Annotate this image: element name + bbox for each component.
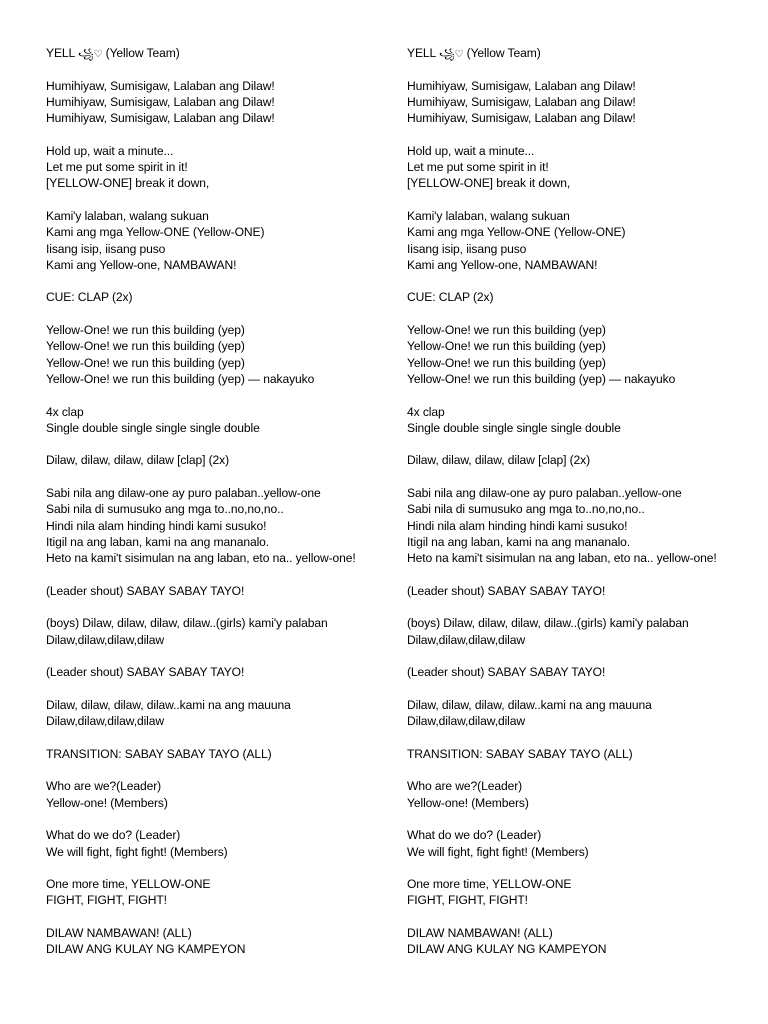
lyric-line: Let me put some spirit in it! xyxy=(407,160,549,175)
lyric-line: Sabi nila di sumusuko ang mga to..no,no,no.. xyxy=(407,502,645,517)
lyric-line: One more time, YELLOW-ONE xyxy=(407,877,572,892)
lyric-line: Yellow-One! we run this building (yep) xyxy=(407,323,606,338)
lyric-line: Yellow-One! we run this building (yep) xyxy=(46,355,245,370)
lyric-line: We will fight, fight fight! (Members) xyxy=(407,844,589,859)
lyric-line: Let me put some spirit in it! xyxy=(46,160,188,175)
lyric-line: Sabi nila ang dilaw-one ay puro palaban..yellow-one xyxy=(46,486,321,501)
lyric-line: Humihiyaw, Sumisigaw, Lalaban ang Dilaw! xyxy=(46,78,275,93)
lyric-line: Kami'y lalaban, walang sukuan xyxy=(46,208,209,223)
lyric-stanza xyxy=(407,615,737,648)
lyric-stanza xyxy=(407,143,737,192)
lyric-line: CUE: CLAP (2x) xyxy=(46,290,133,305)
lyric-stanza xyxy=(46,664,376,680)
lyric-line: Hold up, wait a minute... xyxy=(46,143,174,158)
lyric-line: Humihiyaw, Sumisigaw, Lalaban ang Dilaw! xyxy=(46,94,275,109)
title-suffix: (Yellow Team) xyxy=(463,46,541,60)
lyric-line: Heto na kami't sisimulan na ang laban, eto na.. yellow-one! xyxy=(46,551,356,566)
lyric-stanza xyxy=(46,322,376,387)
lyric-line: 4x clap xyxy=(46,404,84,419)
lyric-stanza xyxy=(46,876,376,909)
lyric-line: One more time, YELLOW-ONE xyxy=(46,877,211,892)
lyric-line: (boys) Dilaw, dilaw, dilaw, dilaw..(girls) kami'y palaban xyxy=(46,616,328,631)
lyric-line: Dilaw,dilaw,dilaw,dilaw xyxy=(46,714,165,729)
lyric-line: Dilaw,dilaw,dilaw,dilaw xyxy=(407,714,526,729)
lyric-stanza xyxy=(407,78,737,127)
lyric-line: (Leader shout) SABAY SABAY TAYO! xyxy=(46,583,245,598)
lyric-stanza xyxy=(46,615,376,648)
document-title xyxy=(46,45,376,61)
lyric-line: Hindi nila alam hinding hindi kami susuko! xyxy=(46,518,267,533)
lyric-line: Dilaw, dilaw, dilaw, dilaw [clap] (2x) xyxy=(407,453,591,468)
lyric-line: DILAW ANG KULAY NG KAMPEYON xyxy=(407,942,607,957)
lyric-line: Kami ang mga Yellow-ONE (Yellow-ONE) xyxy=(407,225,626,240)
lyric-stanza xyxy=(46,452,376,468)
left-column xyxy=(46,45,376,974)
lyric-line: Who are we?(Leader) xyxy=(46,779,162,794)
lyric-line: Dilaw, dilaw, dilaw, dilaw..kami na ang mauuna xyxy=(46,697,291,712)
lyric-line: [YELLOW-ONE] break it down, xyxy=(46,176,210,191)
right-column xyxy=(407,45,737,974)
lyric-line: Dilaw, dilaw, dilaw, dilaw [clap] (2x) xyxy=(46,453,230,468)
lyric-line: 4x clap xyxy=(407,404,445,419)
lyric-line: Itigil na ang laban, kami na ang mananalo. xyxy=(407,534,631,549)
lyric-stanza xyxy=(46,78,376,127)
lyric-line: Iisang isip, iisang puso xyxy=(46,241,166,256)
lyric-stanza xyxy=(46,583,376,599)
lyric-stanza xyxy=(407,778,737,811)
lyric-line: FIGHT, FIGHT, FIGHT! xyxy=(407,893,528,908)
lyric-line: Sabi nila di sumusuko ang mga to..no,no,no.. xyxy=(46,502,284,517)
lyric-line: Humihiyaw, Sumisigaw, Lalaban ang Dilaw! xyxy=(407,94,636,109)
lyric-line: Kami ang mga Yellow-ONE (Yellow-ONE) xyxy=(46,225,265,240)
lyric-line: Hindi nila alam hinding hindi kami susuko! xyxy=(407,518,628,533)
lyric-line: (Leader shout) SABAY SABAY TAYO! xyxy=(46,665,245,680)
lyric-line: What do we do? (Leader) xyxy=(407,828,542,843)
lyric-line: What do we do? (Leader) xyxy=(46,828,181,843)
lyric-line: TRANSITION: SABAY SABAY TAYO (ALL) xyxy=(46,746,272,761)
lyric-line: DILAW NAMBAWAN! (ALL) xyxy=(407,926,553,941)
lyric-stanza xyxy=(46,778,376,811)
lyric-stanza xyxy=(46,143,376,192)
lyric-stanza xyxy=(407,876,737,909)
lyric-line: Sabi nila ang dilaw-one ay puro palaban..yellow-one xyxy=(407,486,682,501)
lyric-line: Humihiyaw, Sumisigaw, Lalaban ang Dilaw! xyxy=(407,111,636,126)
lyric-line: Iisang isip, iisang puso xyxy=(407,241,527,256)
title-prefix: YELL xyxy=(407,46,439,60)
lyric-stanza xyxy=(46,827,376,860)
lyric-line: DILAW NAMBAWAN! (ALL) xyxy=(46,926,192,941)
lyric-line: Kami ang Yellow-one, NAMBAWAN! xyxy=(46,257,237,272)
lyric-stanza xyxy=(407,925,737,958)
lyric-line: Yellow-One! we run this building (yep) xyxy=(407,355,606,370)
lyric-stanza xyxy=(407,583,737,599)
lyric-line: Who are we?(Leader) xyxy=(407,779,523,794)
right-title-block xyxy=(407,45,737,61)
lyric-stanza xyxy=(407,664,737,680)
lyric-stanza xyxy=(46,289,376,305)
lyric-stanza xyxy=(46,208,376,273)
lyric-line: DILAW ANG KULAY NG KAMPEYON xyxy=(46,942,246,957)
lyric-stanza xyxy=(407,404,737,437)
lyric-line: Yellow-One! we run this building (yep) xyxy=(46,323,245,338)
lyric-stanza xyxy=(46,925,376,958)
lyric-stanza xyxy=(407,452,737,468)
lyric-line: Humihiyaw, Sumisigaw, Lalaban ang Dilaw! xyxy=(46,111,275,126)
title-prefix: YELL xyxy=(46,46,78,60)
lyric-stanza xyxy=(407,827,737,860)
lyric-line: Heto na kami't sisimulan na ang laban, eto na.. yellow-one! xyxy=(407,551,717,566)
document-title xyxy=(407,45,737,61)
lyric-line: Hold up, wait a minute... xyxy=(407,143,535,158)
lyric-stanza xyxy=(46,485,376,566)
heart-icon: ꧁♡ xyxy=(439,49,464,60)
lyric-stanza xyxy=(46,746,376,762)
lyric-line: [YELLOW-ONE] break it down, xyxy=(407,176,571,191)
title-suffix: (Yellow Team) xyxy=(102,46,180,60)
lyric-stanza xyxy=(407,485,737,566)
lyric-line: Dilaw,dilaw,dilaw,dilaw xyxy=(46,632,165,647)
lyric-line: Yellow-One! we run this building (yep) xyxy=(407,339,606,354)
lyric-stanza xyxy=(46,697,376,730)
lyric-line: (Leader shout) SABAY SABAY TAYO! xyxy=(407,583,606,598)
lyric-line: TRANSITION: SABAY SABAY TAYO (ALL) xyxy=(407,746,633,761)
lyric-stanza xyxy=(407,746,737,762)
lyric-line: Yellow-One! we run this building (yep) xyxy=(46,339,245,354)
lyric-line: Kami'y lalaban, walang sukuan xyxy=(407,208,570,223)
lyric-line: Humihiyaw, Sumisigaw, Lalaban ang Dilaw! xyxy=(407,78,636,93)
lyric-line: Dilaw, dilaw, dilaw, dilaw..kami na ang mauuna xyxy=(407,697,652,712)
lyric-line: Single double single single single double xyxy=(46,420,260,435)
lyric-line: Yellow-one! (Members) xyxy=(407,795,529,810)
lyric-line: FIGHT, FIGHT, FIGHT! xyxy=(46,893,167,908)
lyric-stanza xyxy=(407,697,737,730)
lyric-line: We will fight, fight fight! (Members) xyxy=(46,844,228,859)
lyric-stanza xyxy=(407,208,737,273)
lyric-line: (Leader shout) SABAY SABAY TAYO! xyxy=(407,665,606,680)
lyric-line: Itigil na ang laban, kami na ang mananalo. xyxy=(46,534,270,549)
lyric-line: CUE: CLAP (2x) xyxy=(407,290,494,305)
heart-icon: ꧁♡ xyxy=(78,49,103,60)
lyric-line: Single double single single single double xyxy=(407,420,621,435)
lyric-line: Dilaw,dilaw,dilaw,dilaw xyxy=(407,632,526,647)
lyric-line: Kami ang Yellow-one, NAMBAWAN! xyxy=(407,257,598,272)
left-title-block xyxy=(46,45,376,61)
lyric-line: Yellow-One! we run this building (yep) — nakayuko xyxy=(46,371,315,386)
lyric-line: Yellow-one! (Members) xyxy=(46,795,168,810)
lyric-line: (boys) Dilaw, dilaw, dilaw, dilaw..(girls) kami'y palaban xyxy=(407,616,689,631)
lyric-stanza xyxy=(407,322,737,387)
lyric-stanza xyxy=(407,289,737,305)
lyric-stanza xyxy=(46,404,376,437)
lyric-line: Yellow-One! we run this building (yep) — nakayuko xyxy=(407,371,676,386)
